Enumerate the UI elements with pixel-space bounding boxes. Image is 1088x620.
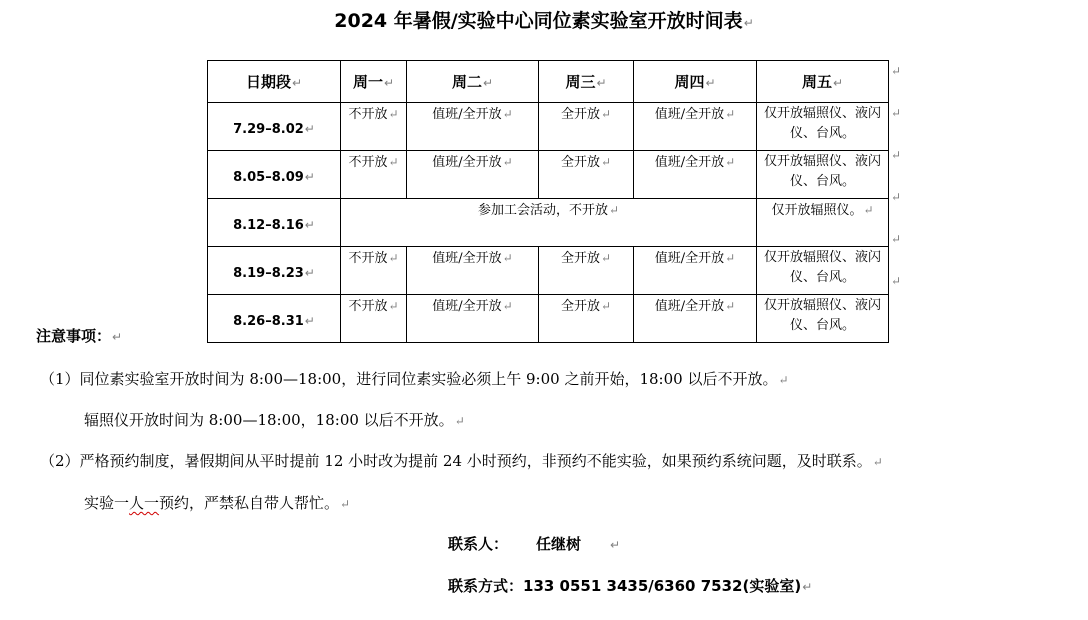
- wed-cell: 全开放↵: [539, 247, 634, 295]
- wed-cell: 全开放↵: [539, 151, 634, 199]
- thu-cell: 值班/全开放↵: [634, 295, 757, 343]
- contact-method: 联系方式：133 0551 3435/6360 7532(实验室)↵: [448, 577, 813, 595]
- mon-cell: 不开放↵: [341, 247, 407, 295]
- contact-person: 联系人： 任继树 ↵: [448, 535, 621, 553]
- row-end-mark: ↵: [891, 148, 902, 162]
- fri-cell: 仅开放辐照仪、液闪仪、台风。: [757, 103, 889, 151]
- fri-cell: 仅开放辐照仪、液闪仪、台风。: [757, 247, 889, 295]
- date-cell: 8.12–8.16↵: [208, 199, 341, 247]
- tue-cell: 值班/全开放↵: [407, 151, 539, 199]
- fri-cell: 仅开放辐照仪、液闪仪、台风。: [757, 295, 889, 343]
- wed-cell: 全开放↵: [539, 295, 634, 343]
- header-wed: 周三↵: [539, 61, 634, 103]
- header-date: 日期段↵: [208, 61, 341, 103]
- row-end-mark: ↵: [891, 64, 902, 78]
- note-item-2: （2）严格预约制度，暑假期间从平时提前 12 小时改为提前 24 小时预约，非预约不能实验，如果预约系统问题，及时联系。↵: [40, 452, 883, 470]
- header-fri: 周五↵: [757, 61, 889, 103]
- thu-cell: 值班/全开放↵: [634, 103, 757, 151]
- mon-cell: 不开放↵: [341, 295, 407, 343]
- spellcheck-underline: 人一: [129, 494, 160, 512]
- notes-heading: 注意事项：↵: [36, 327, 123, 345]
- date-cell: 8.19–8.23↵: [208, 247, 341, 295]
- table-header-row: [208, 61, 889, 103]
- note-item-2-continued: 实验一人一预约，严禁私自带人帮忙。↵: [84, 494, 351, 512]
- thu-cell: 值班/全开放↵: [634, 151, 757, 199]
- document-title: 2024 年暑假/实验中心同位素实验室开放时间表↵: [334, 10, 754, 32]
- merged-cell: 参加工会活动，不开放↵: [341, 199, 757, 247]
- header-thu: 周四↵: [634, 61, 757, 103]
- fri-cell: 仅开放辐照仪、液闪仪、台风。: [757, 151, 889, 199]
- row-end-mark: ↵: [891, 274, 902, 288]
- header-tue: 周二↵: [407, 61, 539, 103]
- table-row: [208, 151, 889, 199]
- fri-cell: 仅开放辐照仪。↵: [757, 199, 889, 247]
- tue-cell: 值班/全开放↵: [407, 247, 539, 295]
- note-item-1: （1）同位素实验室开放时间为 8:00—18:00，进行同位素实验必须上午 9:00 之前开始，18:00 以后不开放。↵: [40, 370, 789, 388]
- header-mon: 周一↵: [341, 61, 407, 103]
- date-cell: 8.05–8.09↵: [208, 151, 341, 199]
- mon-cell: 不开放↵: [341, 103, 407, 151]
- table-row: [208, 295, 889, 343]
- table-row: [208, 199, 889, 247]
- note-item-1-continued: 辐照仪开放时间为 8:00—18:00，18:00 以后不开放。↵: [84, 411, 465, 429]
- row-end-mark: ↵: [891, 106, 902, 120]
- thu-cell: 值班/全开放↵: [634, 247, 757, 295]
- tue-cell: 值班/全开放↵: [407, 103, 539, 151]
- tue-cell: 值班/全开放↵: [407, 295, 539, 343]
- table-row: [208, 103, 889, 151]
- row-end-mark: ↵: [891, 190, 902, 204]
- date-cell: 7.29–8.02↵: [208, 103, 341, 151]
- date-cell: 8.26–8.31↵: [208, 295, 341, 343]
- row-end-mark: ↵: [891, 232, 902, 246]
- schedule-table: [207, 60, 889, 343]
- wed-cell: 全开放↵: [539, 103, 634, 151]
- table-row: [208, 247, 889, 295]
- mon-cell: 不开放↵: [341, 151, 407, 199]
